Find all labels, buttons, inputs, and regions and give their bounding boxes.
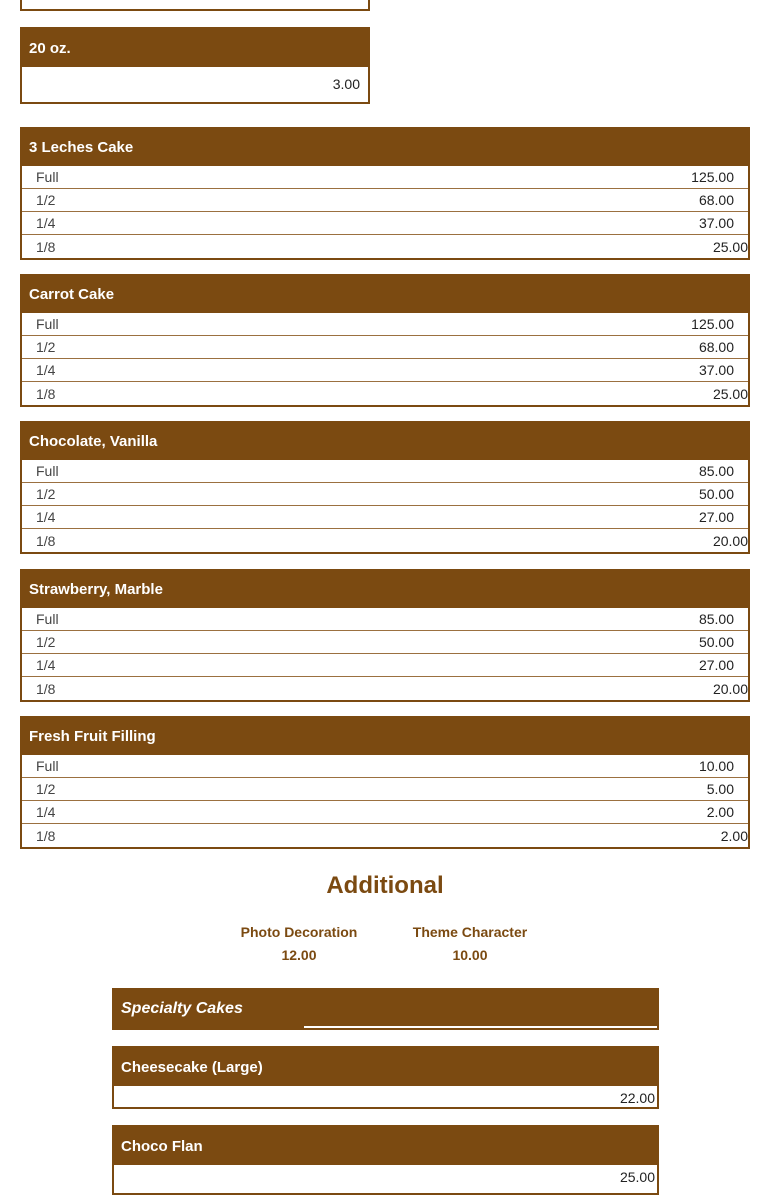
size-label: 1/2 bbox=[36, 634, 56, 650]
specialty-item-title: Cheesecake (Large) bbox=[114, 1048, 657, 1086]
cake-card-carrot bbox=[20, 274, 750, 407]
size-label: 1/2 bbox=[36, 339, 56, 355]
size-label: 1/8 bbox=[36, 532, 56, 549]
size-row bbox=[22, 313, 748, 336]
previous-item-box bbox=[20, 0, 370, 11]
size-price: 85.00 bbox=[698, 611, 734, 627]
size-row bbox=[22, 778, 748, 801]
size-price: 37.00 bbox=[698, 215, 734, 231]
specialty-title: Specialty Cakes bbox=[121, 1000, 243, 1017]
size-row bbox=[22, 755, 748, 778]
size-label: 1/4 bbox=[36, 804, 56, 820]
size-price: 20.00 bbox=[712, 680, 748, 697]
size-label: Full bbox=[36, 169, 59, 185]
size-row bbox=[22, 801, 748, 824]
size-row bbox=[22, 382, 748, 405]
addon-label: Theme Character bbox=[412, 924, 528, 940]
size-label: 1/4 bbox=[36, 362, 56, 378]
size-row bbox=[22, 212, 748, 235]
size-label: 1/8 bbox=[36, 680, 56, 697]
item-price: 3.00 bbox=[332, 76, 360, 92]
cake-title: Fresh Fruit Filling bbox=[22, 718, 748, 755]
size-price: 27.00 bbox=[698, 657, 734, 673]
item-title: 20 oz. bbox=[22, 29, 368, 67]
size-price: 125.00 bbox=[691, 169, 734, 185]
size-row bbox=[22, 824, 748, 847]
specialty-item-title: Choco Flan bbox=[114, 1127, 657, 1165]
specialty-item-price: 22.00 bbox=[619, 1090, 655, 1106]
size-label: 1/4 bbox=[36, 215, 56, 231]
size-price: 68.00 bbox=[698, 192, 734, 208]
size-price: 2.00 bbox=[706, 804, 734, 820]
size-row bbox=[22, 529, 748, 552]
size-price: 20.00 bbox=[712, 532, 748, 549]
size-label: Full bbox=[36, 316, 59, 332]
addon-price: 10.00 bbox=[452, 947, 488, 963]
addon-label: Photo Decoration bbox=[240, 924, 358, 940]
size-label: 1/4 bbox=[36, 509, 56, 525]
addon-photo-decoration bbox=[214, 924, 384, 963]
cake-title: Chocolate, Vanilla bbox=[22, 423, 748, 460]
size-price: 37.00 bbox=[698, 362, 734, 378]
size-price: 50.00 bbox=[698, 634, 734, 650]
cake-card-fresh-fruit-filling bbox=[20, 716, 750, 849]
additional-heading: Additional bbox=[326, 872, 444, 899]
size-label: 1/8 bbox=[36, 238, 56, 255]
size-price: 85.00 bbox=[698, 463, 734, 479]
cake-title: 3 Leches Cake bbox=[22, 129, 748, 166]
specialty-item-price: 25.00 bbox=[619, 1169, 655, 1185]
size-price: 27.00 bbox=[698, 509, 734, 525]
size-price: 25.00 bbox=[712, 385, 748, 402]
size-row bbox=[22, 654, 748, 677]
size-price: 2.00 bbox=[720, 827, 748, 844]
cake-title: Carrot Cake bbox=[22, 276, 748, 313]
size-price: 10.00 bbox=[698, 758, 734, 774]
size-row bbox=[22, 460, 748, 483]
size-label: 1/8 bbox=[36, 385, 56, 402]
size-row bbox=[22, 189, 748, 212]
specialty-item-cheesecake bbox=[112, 1046, 659, 1109]
size-price: 125.00 bbox=[691, 316, 734, 332]
specialty-item-price-row bbox=[114, 1086, 657, 1110]
specialty-item-choco-flan bbox=[112, 1125, 659, 1195]
size-price: 68.00 bbox=[698, 339, 734, 355]
size-row bbox=[22, 359, 748, 382]
cake-card-chocolate-vanilla bbox=[20, 421, 750, 554]
size-label: Full bbox=[36, 758, 59, 774]
size-price: 50.00 bbox=[698, 486, 734, 502]
size-row bbox=[22, 677, 748, 700]
size-label: 1/8 bbox=[36, 827, 56, 844]
menu-item-20oz bbox=[20, 27, 370, 104]
size-price: 25.00 bbox=[712, 238, 748, 255]
cake-card-strawberry-marble bbox=[20, 569, 750, 702]
specialty-item-price-row bbox=[114, 1165, 657, 1189]
size-label: 1/4 bbox=[36, 657, 56, 673]
cake-card-3-leches bbox=[20, 127, 750, 260]
size-row bbox=[22, 608, 748, 631]
size-label: 1/2 bbox=[36, 486, 56, 502]
size-row bbox=[22, 506, 748, 529]
size-row bbox=[22, 336, 748, 359]
addon-price: 12.00 bbox=[281, 947, 317, 963]
size-label: Full bbox=[36, 463, 59, 479]
size-row bbox=[22, 631, 748, 654]
item-price-row bbox=[22, 67, 368, 102]
size-label: 1/2 bbox=[36, 781, 56, 797]
specialty-header-divider bbox=[304, 1026, 657, 1028]
size-row bbox=[22, 235, 748, 258]
specialty-cakes-header bbox=[112, 988, 659, 1030]
cake-title: Strawberry, Marble bbox=[22, 571, 748, 608]
size-row bbox=[22, 166, 748, 189]
addon-theme-character bbox=[385, 924, 555, 963]
size-price: 5.00 bbox=[706, 781, 734, 797]
size-row bbox=[22, 483, 748, 506]
size-label: 1/2 bbox=[36, 192, 56, 208]
size-label: Full bbox=[36, 611, 59, 627]
